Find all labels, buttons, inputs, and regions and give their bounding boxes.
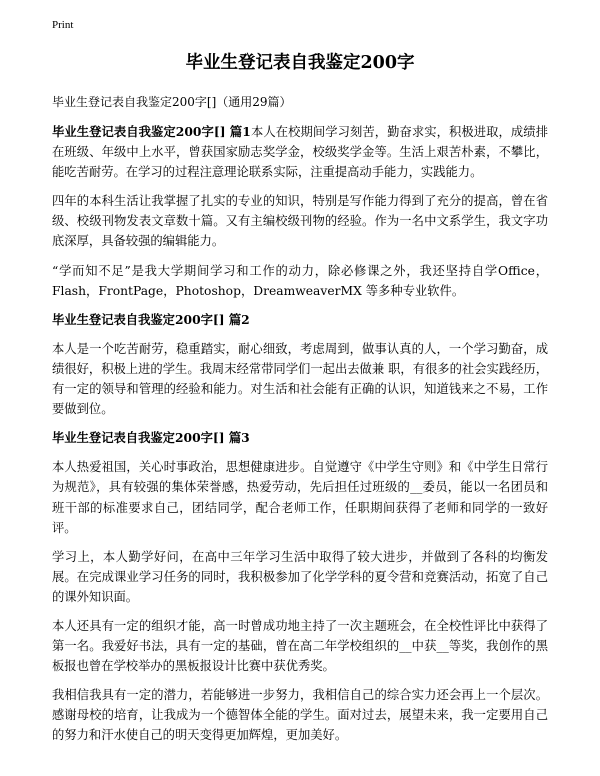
part3-paragraph2: 学习上，本人勤学好问，在高中三年学习生活中取得了较大进步，并做到了各科的均衡发展。在完成课业学习任务的同时，我积极参加了化学学科的夏令营和竞赛活动，拓宽了自己的课外知识面。 [52, 549, 548, 604]
part1-heading: 毕业生登记表自我鉴定200字[] 篇1 [52, 124, 251, 139]
part1-paragraph1-text: 本人在校期间学习刻苦，勤奋求实，积极进取，成绩排在班级、年级中上水平，曾获国家励志奖学金，校级奖学金等。生活上艰苦朴素，不攀比，能吃苦耐劳。在学习的过程注意理论联系实际，注重提高动手能力，实践能力。 [52, 125, 548, 180]
part3-paragraph1: 本人热爱祖国，关心时事政治，思想健康进步。自觉遵守《中学生守则》和《中学生日常行为规范》，具有较强的集体荣誉感，热爱劳动，先后担任过班级的__委员，能以一名团员和班干部的标准要求自己，团结同学，配合老师工作，任职期间获得了老师和同学的一致好评。 [52, 460, 548, 535]
part1-paragraph3: “学而知不足”是我大学期间学习和工作的动力，除必修课之外，我还坚持自学Office，Flash，FrontPage，Photoshop，DreamweaverMX 等多种专业软件。 [52, 263, 548, 298]
document-subtitle: 毕业生登记表自我鉴定200字[]（通用29篇） [52, 95, 292, 109]
part1-paragraph1 [52, 122, 548, 182]
part2-heading: 毕业生登记表自我鉴定200字[] 篇2 [52, 311, 250, 327]
document-body [52, 122, 548, 755]
part1-paragraph2: 四年的本科生活让我掌握了扎实的专业的知识，特别是写作能力得到了充分的提高，曾在省级、校级刊物发表文章数十篇。又有主编校级刊物的经验。作为一名中文系学生，我文字功底深厚，具备较强的编辑能力。 [52, 194, 548, 249]
print-label: Print [52, 19, 74, 31]
page-title: 毕业生登记表自我鉴定200字 [185, 53, 415, 73]
part2-paragraph1: 本人是一个吃苦耐劳，稳重踏实，耐心细致，考虑周到，做事认真的人，一个学习勤奋，成绩很好，积极上进的学生。我周末经常带同学们一起出去做兼 职，有很多的社会实践经历，有一定的领导和管理的经验和能力。对生活和社会能有正确的认识，知道钱来之不易，工作要做到位。 [52, 341, 548, 417]
part3-paragraph3: 本人还具有一定的组织才能，高一时曾成功地主持了一次主题班会，在全校性评比中获得了第一名。我爱好书法，具有一定的基础，曾在高二年学校组织的__中获__等奖，我创作的黑板报也曾在学校举办的黑板报设计比赛中获优秀奖。 [52, 618, 548, 674]
part3-paragraph4: 我相信我具有一定的潜力，若能够进一步努力，我相信自己的综合实力还会再上一个层次。感谢母校的培育，让我成为一个德智体全能的学生。面对过去，展望未来，我一定要用自己的努力和汗水使自己的明天变得更加辉煌，更加美好。 [52, 688, 548, 743]
part3-heading: 毕业生登记表自我鉴定200字[] 篇3 [52, 430, 250, 446]
